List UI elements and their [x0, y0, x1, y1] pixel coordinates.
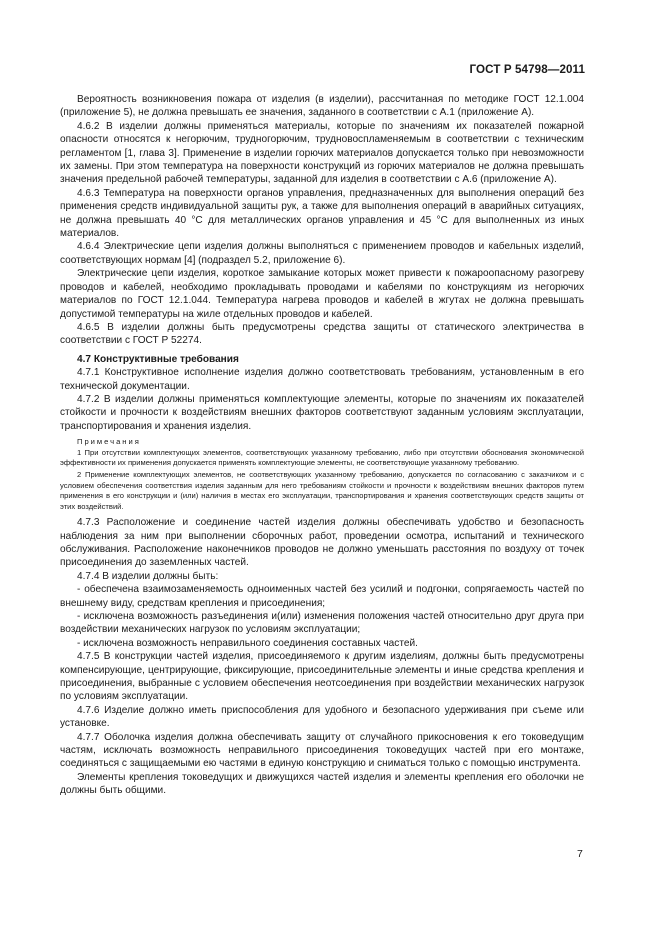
- paragraph-4-7-1: 4.7.1 Конструктивное исполнение изделия должно соответствовать требованиям, установленным в его технической документации.: [60, 367, 584, 392]
- paragraph-4-7-7: 4.7.7 Оболочка изделия должна обеспечивать защиту от случайного прикосновения к его токоведущим частям, исключать возможность неправильного присоединения токоведущих частей при его монтаже, соединяться с защищаемыми ею частями в единую конструкцию и сниматься только с помощью инструмента.: [60, 731, 584, 770]
- paragraph-4-7-3: 4.7.3 Расположение и соединение частей изделия должны обеспечивать удобство и безопасность наблюдения за ним при выполнении сборочных работ, проведении осмотра, испытаний и технического обслуживания. Расположение наконечников проводов не должно уменьшать расстояния по воздуху от точек присоединения до заземленных частей.: [60, 517, 584, 569]
- list-item: - исключена возможность неправильного соединения составных частей.: [77, 637, 418, 649]
- note-item: 1 При отсутствии комплектующих элементов, соответствующих указанному требованию, либо при отсутствии обоснования экономической эффективности их применения допускается применять комплектующие элементы, не соответствующие указанному требованию.: [60, 447, 584, 468]
- notes-block: [60, 437, 584, 512]
- paragraph-4-6-2: 4.6.2 В изделии должны применяться материалы, которые по значениям их показателей пожарной опасности относятся к негорючим, трудногорючим, трудновоспламеняемым в соответствии с техническим регламентом [1, глава 3]. Применение в изделии горючих материалов допускается только при невозможности их замены. При этом температура на поверхности конструкций из горючих материалов не должна превышать значения предельной рабочей температуры, заданной для изделия в соответствии с А.6 (приложение А).: [60, 120, 584, 186]
- page-content: [60, 93, 584, 798]
- paragraph: Элементы крепления токоведущих и движущихся частей изделия и элементы крепления его оболочки не должны быть общими.: [60, 771, 584, 797]
- list-item: - исключена возможность разъединения и(или) изменения положения частей относительно друг друга при воздействии механических нагрузок по условиям эксплуатации;: [60, 610, 584, 636]
- paragraph: Вероятность возникновения пожара от изделия (в изделии), рассчитанная по методике ГОСТ 12.1.004 (приложение 5), не должна превышать ее значения, заданного в соответствии с А.1 (приложение А).: [60, 94, 584, 119]
- paragraph-4-7-2: 4.7.2 В изделии должны применяться комплектующие элементы, которые по значениям их показателей стойкости и прочности к воздействиям внешних факторов соответствуют заданным условиям эксплуатации, транспортирования и хранения изделия.: [60, 393, 584, 432]
- document-header: ГОСТ Р 54798—2011: [469, 63, 585, 76]
- notes-heading: Примечания: [77, 437, 141, 447]
- paragraph-4-6-5: 4.6.5 В изделии должны быть предусмотрены средства защиты от статического электричества в соответствии с ГОСТ Р 52274.: [60, 321, 584, 347]
- paragraph-4-7-6: 4.7.6 Изделие должно иметь приспособления для удобного и безопасного удерживания при съеме или установке.: [60, 704, 584, 730]
- section-title: 4.7 Конструктивные требования: [77, 353, 239, 365]
- paragraph-4-7-4: 4.7.4 В изделии должны быть:: [77, 570, 219, 582]
- paragraph-4-6-3: 4.6.3 Температура на поверхности органов управления, предназначенных для выполнения операций без применения средств индивидуальной защиты рук, а также для выполнения операций в аварийных ситуациях, не должна превышать 40 °С для металлических органов управления и 45 °С для выполненных из иных материалов.: [60, 187, 584, 240]
- note-item: 2 Применение комплектующих элементов, не соответствующих указанному требованию, допускается по согласованию с заказчиком и с условием обеспечения соответствия изделия заданным для него требованиям стойкости и прочности к воздействиям внешних факторов путем применения в его конструкции и (или) наличия в местах его эксплуатации, транспортирования и хранения соответствующих средств защиты от этих воздействий.: [60, 470, 584, 511]
- list-item: - обеспечена взаимозаменяемость одноименных частей без усилий и подгонки, сопрягаемость частей по внешнему виду, средствам крепления и присоединения;: [60, 584, 584, 609]
- paragraph-4-7-5: 4.7.5 В конструкции частей изделия, присоединяемого к другим изделиям, должны быть предусмотрены компенсирующие, центрирующие, фиксирующие, присоединительные элементы и иные средства крепления и присоединения, выбранные с условием обеспечения неотсоединения при воздействии механических нагрузок по условиям эксплуатации.: [60, 651, 584, 703]
- paragraph: Электрические цепи изделия, короткое замыкание которых может привести к пожароопасному разогреву проводов и кабелей, необходимо прокладывать проводами и кабелями по конструкциям из негорючих материалов по ГОСТ 12.1.044. Температура нагрева проводов и кабелей в жгутах не должна превышать допустимой температуры на жиле отдельных проводов и кабелей.: [60, 268, 584, 320]
- page-number: 7: [577, 848, 583, 860]
- paragraph-4-6-4: 4.6.4 Электрические цепи изделия должны выполняться с применением проводов и кабельных изделий, соответствующих нормам [4] (подраздел 5.2, приложение 6).: [60, 241, 584, 266]
